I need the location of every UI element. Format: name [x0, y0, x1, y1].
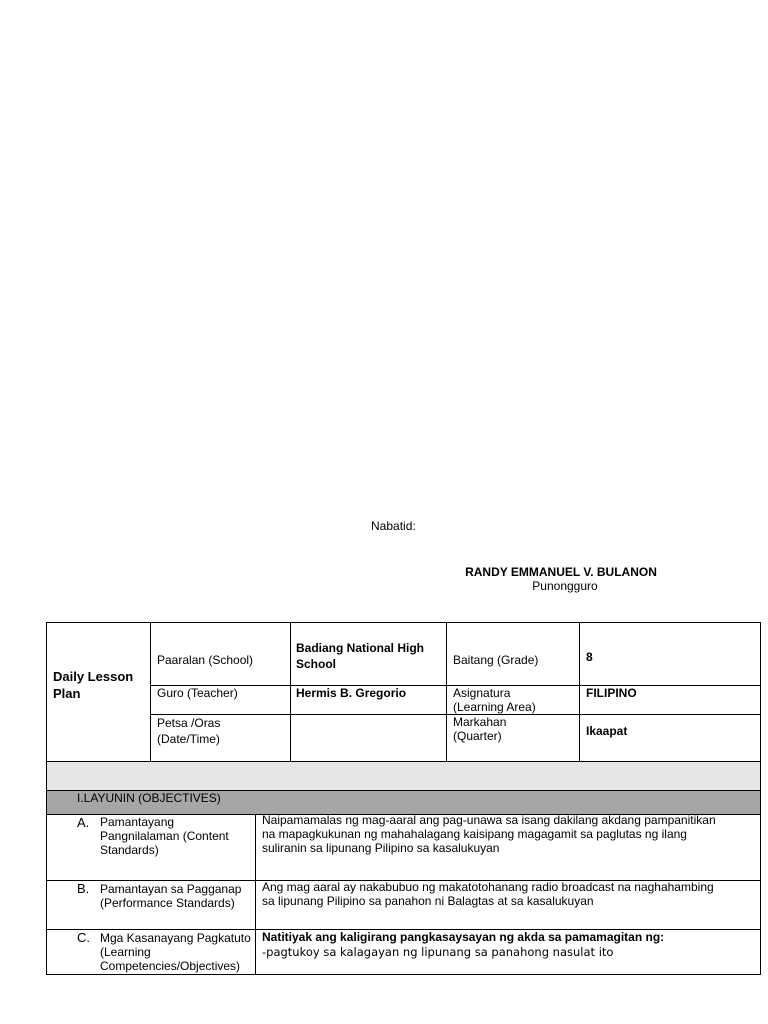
blank-shaded-row	[46, 761, 761, 790]
school-label: Paaralan (School)	[157, 653, 254, 667]
row-letter-b: B.	[77, 881, 90, 896]
principal-name: RANDY EMMANUEL V. BULANON	[465, 565, 657, 579]
objectives-title: I.LAYUNIN (OBJECTIVES)	[77, 791, 221, 805]
content-standards-label: Pamantayang Pangnilalaman (Content Standards)	[100, 815, 229, 857]
row-letter-a: A.	[77, 815, 90, 830]
lesson-plan-header-table	[46, 622, 761, 761]
performance-standards-label: Pamantayan sa Pagganap (Performance Standards)	[100, 882, 242, 910]
principal-title: Punongguro	[532, 579, 598, 593]
objectives-section-header	[46, 790, 761, 815]
learning-area-label: Asignatura (Learning Area)	[453, 686, 536, 714]
school-value: Badiang National High School	[296, 641, 425, 671]
learning-area-value: FILIPINO	[586, 686, 637, 700]
date-time-label: Petsa /Oras (Date/Time)	[157, 716, 221, 746]
grade-label: Baitang (Grade)	[453, 653, 539, 667]
content-standards-text: Naipamamalas ng mag-aaral ang pag-unawa sa isang dakilang akdang pampanitikan na mapagkukunan ng mahahalagang kaisipang magagamit sa paglutas ng ilang suliranin sa lipunang Pilipino sa kasalukuyan	[262, 813, 716, 855]
quarter-label: Markahan (Quarter)	[453, 715, 507, 743]
learning-competencies-text: Natitiyak ang kaligirang pangkasaysayan ng akda sa pamamagitan ng: -pagtukoy sa kalagayan ng lipunang sa panahong nasulat ito	[262, 930, 665, 959]
noted-label: Nabatid:	[371, 519, 416, 533]
performance-standards-text: Ang mag aaral ay nakabubuo ng makatotohanang radio broadcast na naghahambing sa lipunang Pilipino sa panahon ni Balagtas at sa kasalukuyan	[262, 880, 714, 908]
row-letter-c: C.	[77, 930, 90, 945]
quarter-value: Ikaapat	[586, 724, 628, 738]
learning-competencies-label: Mga Kasanayang Pagkatuto (Learning Competencies/Objectives)	[100, 931, 251, 973]
objectives-table	[46, 815, 761, 975]
grade-value: 8	[586, 650, 593, 664]
teacher-label: Guro (Teacher)	[157, 686, 238, 700]
daily-lesson-plan-label: Daily Lesson Plan	[53, 669, 134, 701]
teacher-value: Hermis B. Gregorio	[296, 686, 407, 700]
